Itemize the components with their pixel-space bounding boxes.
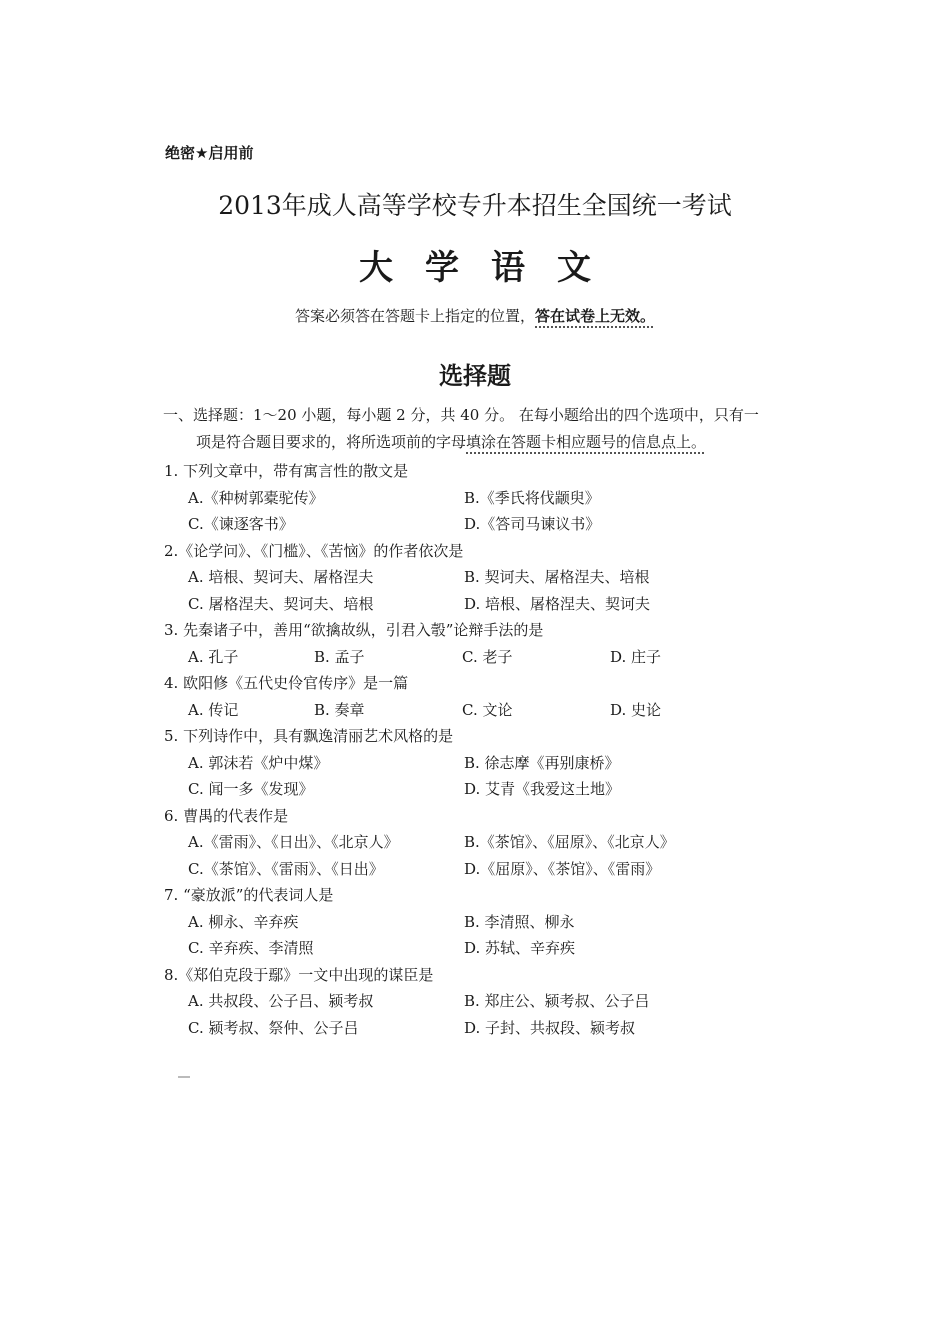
question-2: [164, 538, 784, 618]
question-stem: 5. 下列诗作中，具有飘逸清丽艺术风格的是: [164, 727, 454, 745]
option-a: A.《种树郭橐驼传》: [188, 488, 324, 507]
exam-title: 2013年成人高等学校专升本招生全国统一考试: [218, 191, 732, 220]
question-list: [164, 458, 784, 1041]
subject-title: 大学语文: [359, 248, 623, 288]
question-stem: 3. 先秦诸子中，善用“欲擒故纵，引君入彀”论辩手法的是: [164, 621, 544, 639]
option-c: C. 辛弃疾、李清照: [188, 939, 314, 957]
question-4: [164, 670, 784, 723]
option-c: C. 颍考叔、祭仲、公子吕: [188, 1018, 359, 1037]
option-b: B. 徐志摩《再别康桥》: [464, 753, 620, 772]
answer-notice: [0, 305, 950, 326]
question-stem: 2.《论学问》、《门槛》、《苦恼》的作者依次是: [164, 541, 464, 560]
scan-mark: [178, 1076, 190, 1078]
option-a: A. 传记: [188, 700, 239, 719]
option-b: B.《季氏将伐颛臾》: [464, 488, 600, 507]
question-stem: 6. 曹禺的代表作是: [164, 806, 289, 825]
notice-emphasis: 答在试卷上无效。: [535, 307, 656, 325]
option-d: D.《屈原》、《茶馆》、《雷雨》: [464, 859, 661, 878]
option-d: D. 子封、共叔段、颍考叔: [464, 1018, 636, 1037]
option-b: B. 李清照、柳永: [464, 912, 575, 931]
option-a: A.《雷雨》、《日出》、《北京人》: [188, 833, 399, 851]
option-b: B.《茶馆》、《屈原》、《北京人》: [464, 833, 675, 851]
instructions: [163, 402, 813, 456]
question-5: [164, 723, 784, 803]
question-8: [164, 962, 784, 1042]
question-6: [164, 803, 784, 883]
option-d: D. 艾青《我爱这土地》: [464, 780, 621, 798]
question-stem: 4. 欧阳修《五代史伶官传序》是一篇: [164, 674, 409, 692]
option-a: A. 孔子: [188, 647, 239, 666]
option-b: B. 郑庄公、颍考叔、公子吕: [464, 992, 650, 1010]
secret-label: 绝密★启用前: [165, 144, 254, 162]
option-d: D.《答司马谏议书》: [464, 515, 601, 533]
option-c: C.《谏逐客书》: [188, 515, 294, 533]
instruction-line-1: 一、选择题：1～20 小题，每小题 2 分，共 40 分。 在每小题给出的四个选项中，只有一: [163, 406, 759, 424]
instruction-line-2-emphasis: 填涂在答题卡相应题号的信息点上。: [466, 433, 707, 451]
option-a: A. 共叔段、公子吕、颍考叔: [188, 992, 374, 1010]
option-c: C. 老子: [462, 647, 513, 666]
section-title: 选择题: [439, 362, 511, 390]
option-a: A. 柳永、辛弃疾: [188, 912, 299, 931]
instruction-line-2: [163, 429, 813, 456]
option-d: D. 培根、屠格涅夫、契诃夫: [464, 594, 651, 613]
option-c: C. 闻一多《发现》: [188, 780, 314, 798]
notice-plain: 答案必须答在答题卡上指定的位置，: [294, 307, 535, 325]
option-c: C. 文论: [462, 700, 513, 719]
question-stem: 7. “豪放派”的代表词人是: [164, 886, 334, 904]
question-7: [164, 882, 784, 962]
option-d: D. 苏轼、辛弃疾: [464, 939, 576, 957]
question-stem: 1. 下列文章中，带有寓言性的散文是: [164, 462, 409, 480]
option-d: D. 史论: [610, 700, 662, 719]
option-c: C. 屠格涅夫、契诃夫、培根: [188, 594, 374, 613]
option-b: B. 奏章: [314, 700, 365, 719]
option-b: B. 孟子: [314, 647, 365, 666]
question-stem: 8.《郑伯克段于鄢》一文中出现的谋臣是: [164, 965, 434, 984]
option-a: A. 郭沫若《炉中煤》: [188, 753, 329, 772]
instruction-line-2-plain: 项是符合题目要求的，将所选项前的字母: [196, 433, 467, 451]
option-b: B. 契诃夫、屠格涅夫、培根: [464, 568, 650, 586]
option-a: A. 培根、契诃夫、屠格涅夫: [188, 568, 374, 586]
question-3: [164, 617, 784, 670]
question-1: [164, 458, 784, 538]
option-c: C.《茶馆》、《雷雨》、《日出》: [188, 859, 384, 878]
option-d: D. 庄子: [610, 647, 662, 666]
